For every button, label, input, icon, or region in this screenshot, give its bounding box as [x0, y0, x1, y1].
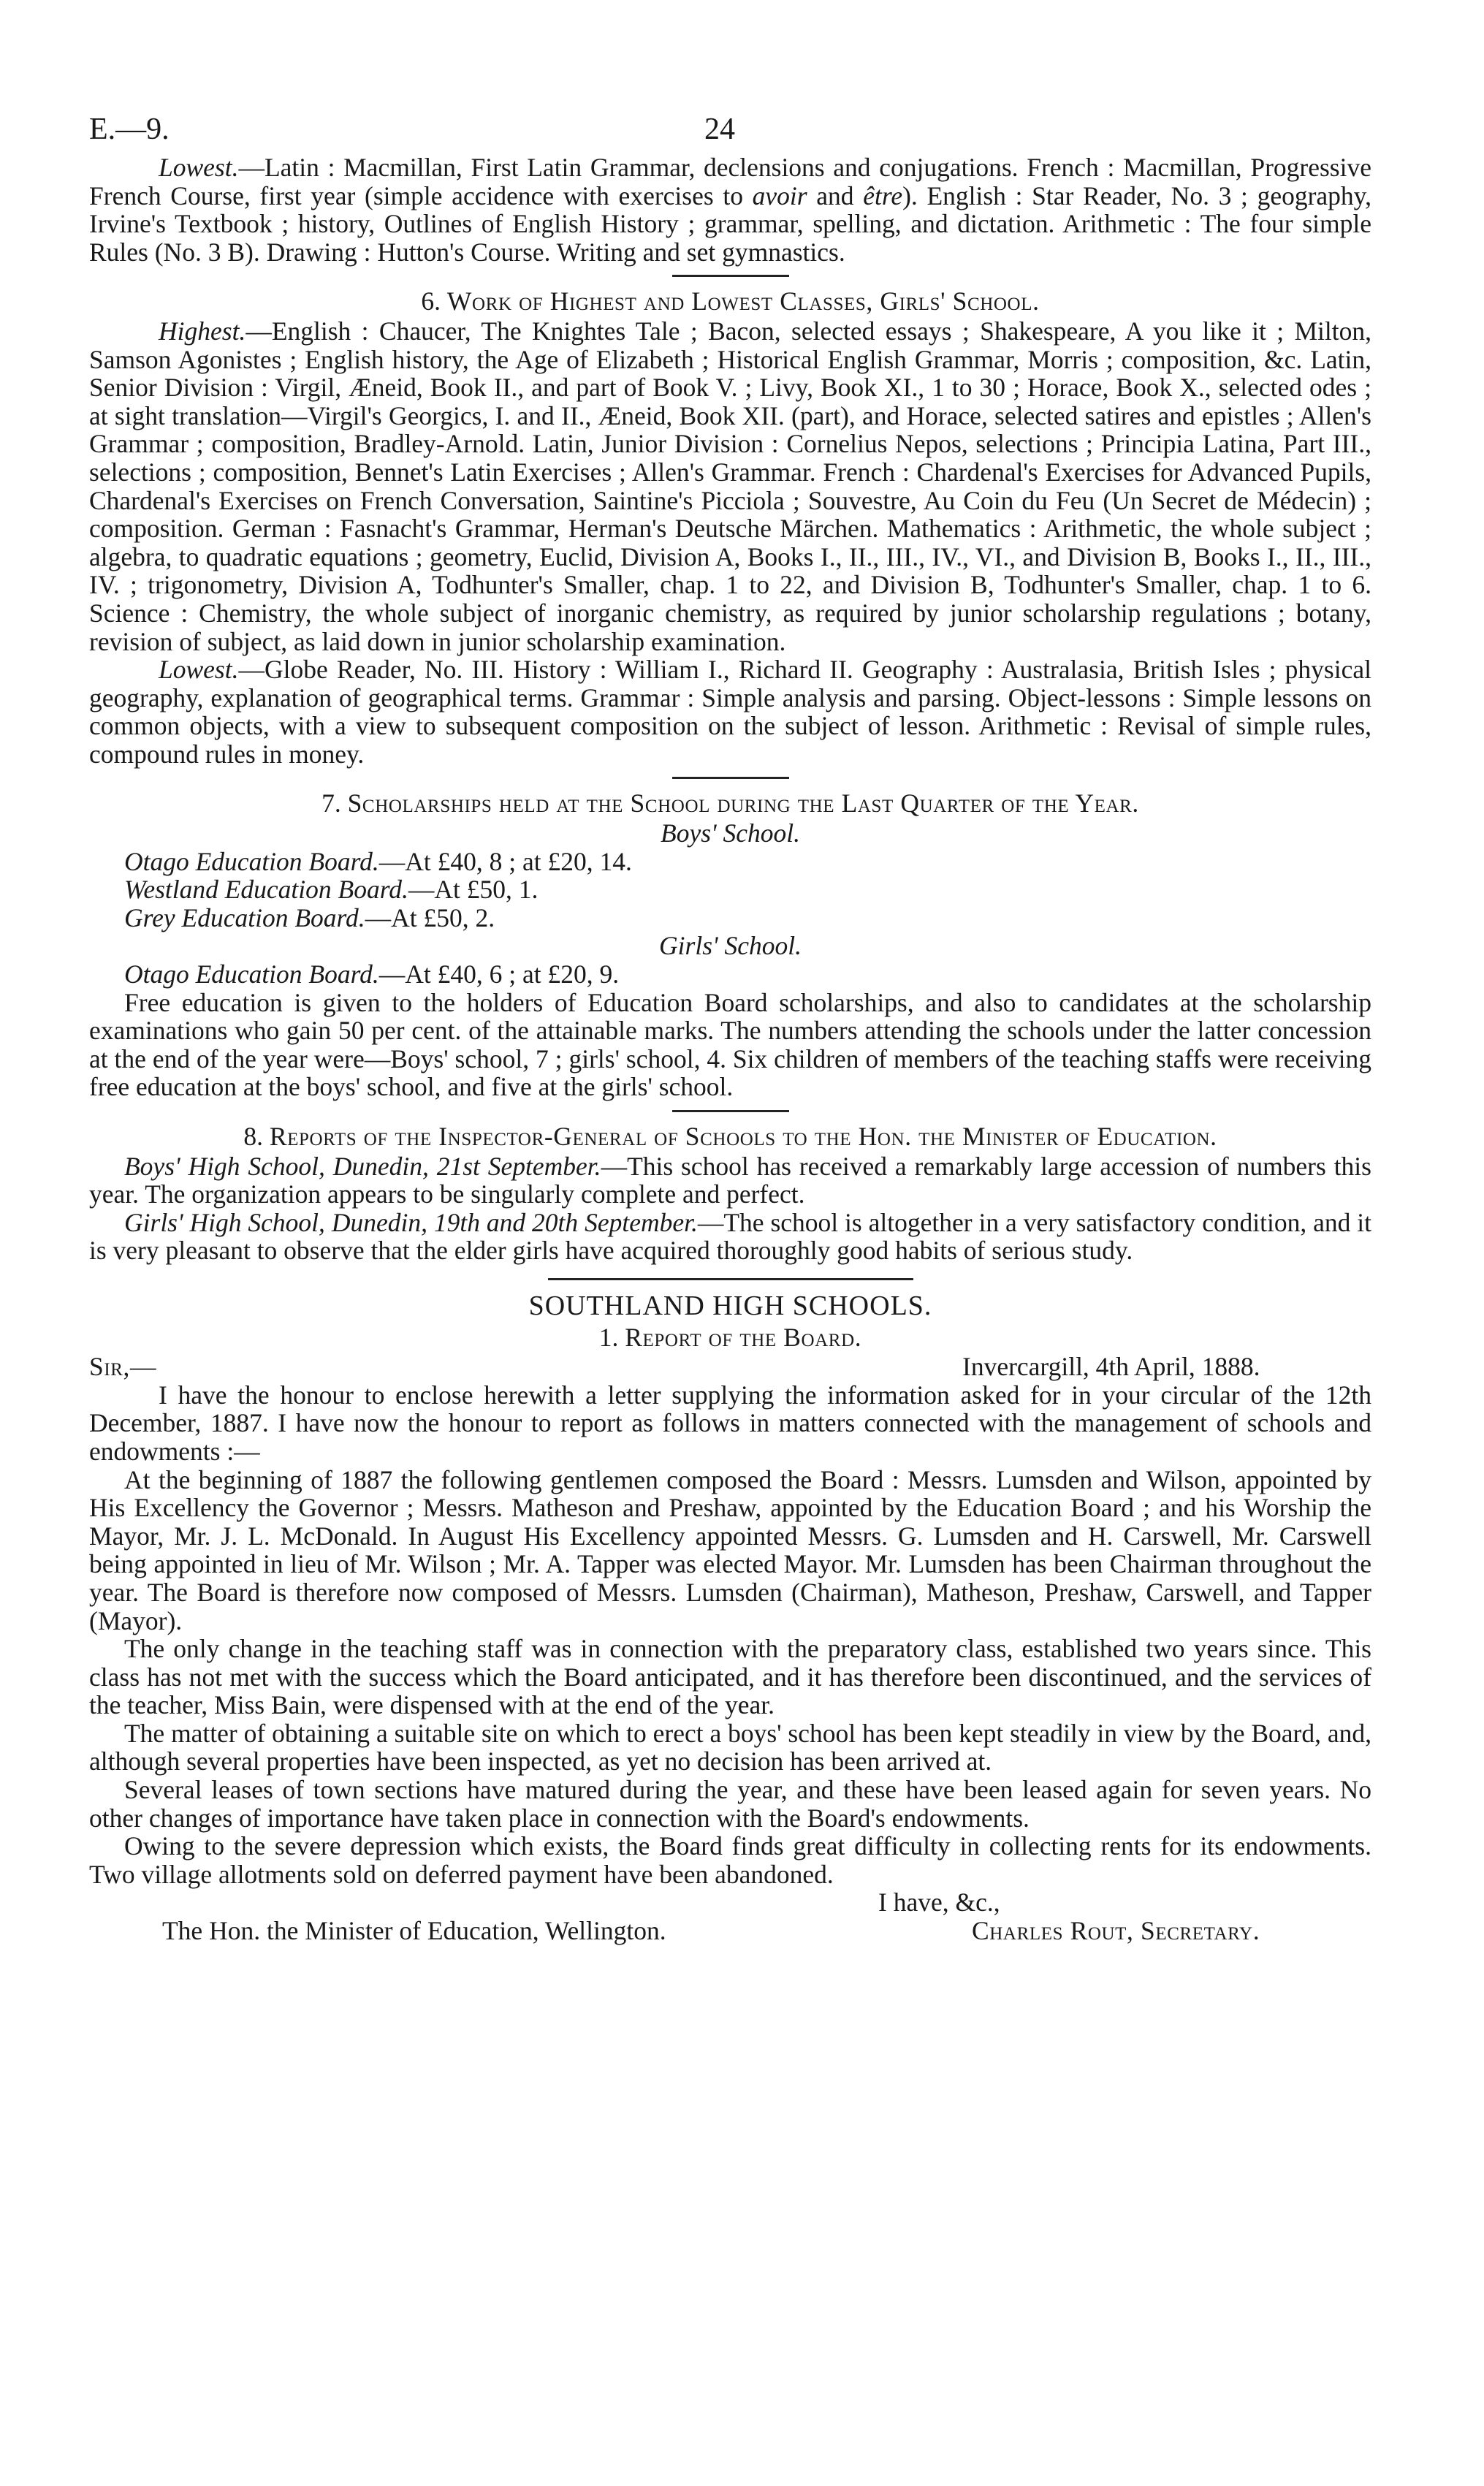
board-name: Otago Education Board. [124, 959, 379, 989]
closing-row [89, 1888, 1371, 1917]
signature: Charles Rout, Secretary. [972, 1916, 1260, 1946]
major-divider [548, 1278, 913, 1280]
scholarship-values: —At £40, 6 ; at £20, 9. [378, 959, 620, 989]
southland-title: SOUTHLAND HIGH SCHOOLS. [528, 1290, 932, 1321]
free-education-paragraph: Free education is given to the holders of Education Board scholarships, and also to candidates at the scholarship examinations who gain 50 per cent. of the attainable marks. The numbers attending the schools under the latter concession at the end of the year were—Boys' school, 7 ; girls' school, 4. Six children of members of the teaching staffs were receiving free education at the boys' school, and five at the girls' school. [89, 987, 1371, 1102]
section-divider [672, 1110, 789, 1112]
girls-school-subheading: Girls' School. [659, 931, 802, 961]
lowest-boys-paragraph [89, 153, 1371, 266]
closing: I have, &c., [878, 1888, 1000, 1917]
scholarship-values: —At £50, 1. [408, 875, 539, 905]
boys-high-school-report [89, 1152, 1371, 1209]
page-number: 24 [704, 113, 735, 146]
scholarship-values: —At £50, 2. [365, 902, 495, 932]
report-label: Boys' High School, Dunedin, 21st September. [124, 1151, 601, 1181]
lowest-girls-label: Lowest. [159, 655, 239, 685]
section-7-heading [89, 789, 1371, 818]
lowest-girls-paragraph [89, 655, 1371, 768]
addressee: The Hon. the Minister of Education, Wellington. [162, 1916, 666, 1946]
highest-label: Highest. [159, 316, 246, 346]
section-7-number: 7. [321, 788, 341, 818]
boys-scholarship-westland [89, 875, 1371, 904]
highest-paragraph [89, 317, 1371, 655]
section-divider [672, 275, 789, 277]
section-8-title: Reports of the Inspector-General of Schools to the Hon. the Minister of Education. [269, 1122, 1217, 1151]
boys-scholarship-otago [89, 848, 1371, 876]
letter-paragraph: Several leases of town sections have matured during the year, and these have been leased again for seven years. No other changes of importance have taken place in connection with the Board's endowments. [89, 1775, 1371, 1833]
document-page [89, 110, 1371, 1945]
avoir-word: avoir [752, 180, 807, 210]
board-name: Grey Education Board. [124, 902, 365, 932]
lowest-label: Lowest. [159, 153, 239, 182]
girls-high-school-report [89, 1209, 1371, 1265]
section-6-number: 6. [421, 286, 441, 316]
boys-scholarship-grey [89, 904, 1371, 932]
signature-row [89, 1917, 1371, 1945]
report-reference: E.—9. [89, 113, 170, 146]
and-word: and [807, 180, 864, 210]
etre-word: être [863, 180, 903, 210]
highest-text: —English : Chaucer, The Knightes Tale ; Bacon, selected essays ; Shakespeare, A you like it ; Milton, Samson Agonistes ; English history, the Age of Elizabeth ; Historical English Grammar, Morris ; composition, &c. Latin, Senior Division : Virgil, Æneid, Book II., and part of Book V. ; Livy, Book XI., 1 to 30 ; Horace, Book X., selected odes ; at sight translation—Virgil's Georgics, I. and II., Æneid, Book XII. (part), and Horace, selected satires and epistles ; Allen's Grammar ; composition, Bradley-Arnold. Latin, Junior Division : Cornelius Nepos, selections ; Principia Latina, Part III., selections ; composition, Bennet's Latin Exercises ; Allen's Grammar. French : Chardenal's Exercises for Advanced Pupils, Chardenal's Exercises on French Conversation, Saintine's Picciola ; Souvestre, Au Coin du Feu (Un Secret de Médecin) ; composition. German : Fasnacht's Grammar, Herman's Deutsche Märchen. Mathematics : Arithmetic, the whole subject ; algebra, to quadratic equations ; geometry, Euclid, Division A, Books I., II., III., IV., VI., and Division B, Books I., II., III., IV. ; trigonometry, Division A, Todhunter's Smaller, chap. 1 to 22, and Division B, Todhunter's Smaller, chap. 1 to 6. Science : Chemistry, the whole subject of inorganic chemistry, as required by junior scholarship regulations ; botany, revision of subject, as laid down in junior scholarship examination. [89, 316, 1371, 656]
board-report-number: 1. [598, 1322, 619, 1352]
scholarship-values: —At £40, 8 ; at £20, 14. [378, 846, 632, 876]
board-report-heading [89, 1323, 1371, 1352]
place-date: Invercargill, 4th April, 1888. [962, 1352, 1260, 1382]
section-7-title: Scholarships held at the School during the Last Quarter of the Year. [347, 788, 1139, 818]
board-name: Otago Education Board. [124, 846, 379, 876]
letter-paragraph: The matter of obtaining a suitable site on which to erect a boys' school has been kept steadily in view by the Board, and, although several properties have been inspected, as yet no decision has been arrived at. [89, 1718, 1371, 1776]
boys-school-subheading: Boys' School. [661, 818, 800, 848]
report-text: —The school is altogether in a very satisfactory condition, and it is very pleasant to observe that the elder girls have acquired thoroughly good habits of serious study. [89, 1207, 1371, 1266]
letter-paragraph: At the beginning of 1887 the following gentlemen composed the Board : Messrs. Lumsden and Wilson, appointed by His Excellency the Governor ; Messrs. Matheson and Preshaw, appointed by the Education Board ; and his Worship the Mayor, Mr. J. L. McDonald. In August His Excellency appointed Messrs. G. Lumsden and H. Carswell, Mr. Carswell being appointed in lieu of Mr. Wilson ; Mr. A. Tapper was elected Mayor. Mr. Lumsden has been Chairman throughout the year. The Board is therefore now composed of Messrs. Lumsden (Chairman), Matheson, Preshaw, Carswell, and Tapper (Mayor). [89, 1464, 1371, 1635]
section-6-title: Work of Highest and Lowest Classes, Girls' School. [446, 286, 1040, 316]
page-header [89, 110, 1371, 153]
report-label: Girls' High School, Dunedin, 19th and 20th September. [124, 1207, 698, 1237]
salutation-row [89, 1353, 1371, 1381]
section-divider [672, 777, 789, 779]
section-8-heading [89, 1122, 1371, 1151]
board-report-title: Report of the Board. [625, 1322, 862, 1352]
salutation: Sir,— [89, 1352, 157, 1382]
report-text: —This school has received a remarkably large accession of numbers this year. The organization appears to be singularly complete and perfect. [89, 1151, 1371, 1209]
board-name: Westland Education Board. [124, 875, 408, 905]
lowest-text-continued: ). English : Star Reader, No. 3 ; geography, Irvine's Textbook ; history, Outlines of English History ; grammar, spelling, and dictation. Arithmetic : The four simple Rules (No. 3 B). Drawing : Hutton's Course. Writing and set gymnastics. [89, 180, 1371, 267]
letter-paragraph: The only change in the teaching staff was in connection with the preparatory class, established two years since. This class has not met with the success which the Board anticipated, and it has therefore been discontinued, and the services of the teacher, Miss Bain, were dispensed with at the end of the year. [89, 1634, 1371, 1720]
letter-paragraph: Owing to the severe depression which exists, the Board finds great difficulty in collecting rents for its endowments. Two village allotments sold on deferred payment have been abandoned. [89, 1831, 1371, 1889]
girls-scholarship-otago [89, 960, 1371, 989]
letter-paragraph: I have the honour to enclose herewith a letter supplying the information asked for in your circular of the 12th December, 1887. I have now the honour to report as follows in matters connected with the management of schools and endowments :— [89, 1380, 1371, 1466]
section-6-heading [89, 287, 1371, 316]
lowest-text: —Latin : Macmillan, First Latin Grammar, declensions and conjugations. French : Macmillan, Progressive French Course, first year (simple accidence with exercises to [89, 153, 1371, 210]
lowest-girls-text: —Globe Reader, No. III. History : William I., Richard II. Geography : Australasia, British Isles ; physical geography, explanation of geographical terms. Grammar : Simple analysis and parsing. Object-lessons : Simple lessons on common objects, with a view to subsequent composition on the subject of lesson. Arithmetic : Revisal of simple rules, compound rules in money. [89, 655, 1371, 769]
section-8-number: 8. [243, 1122, 263, 1151]
